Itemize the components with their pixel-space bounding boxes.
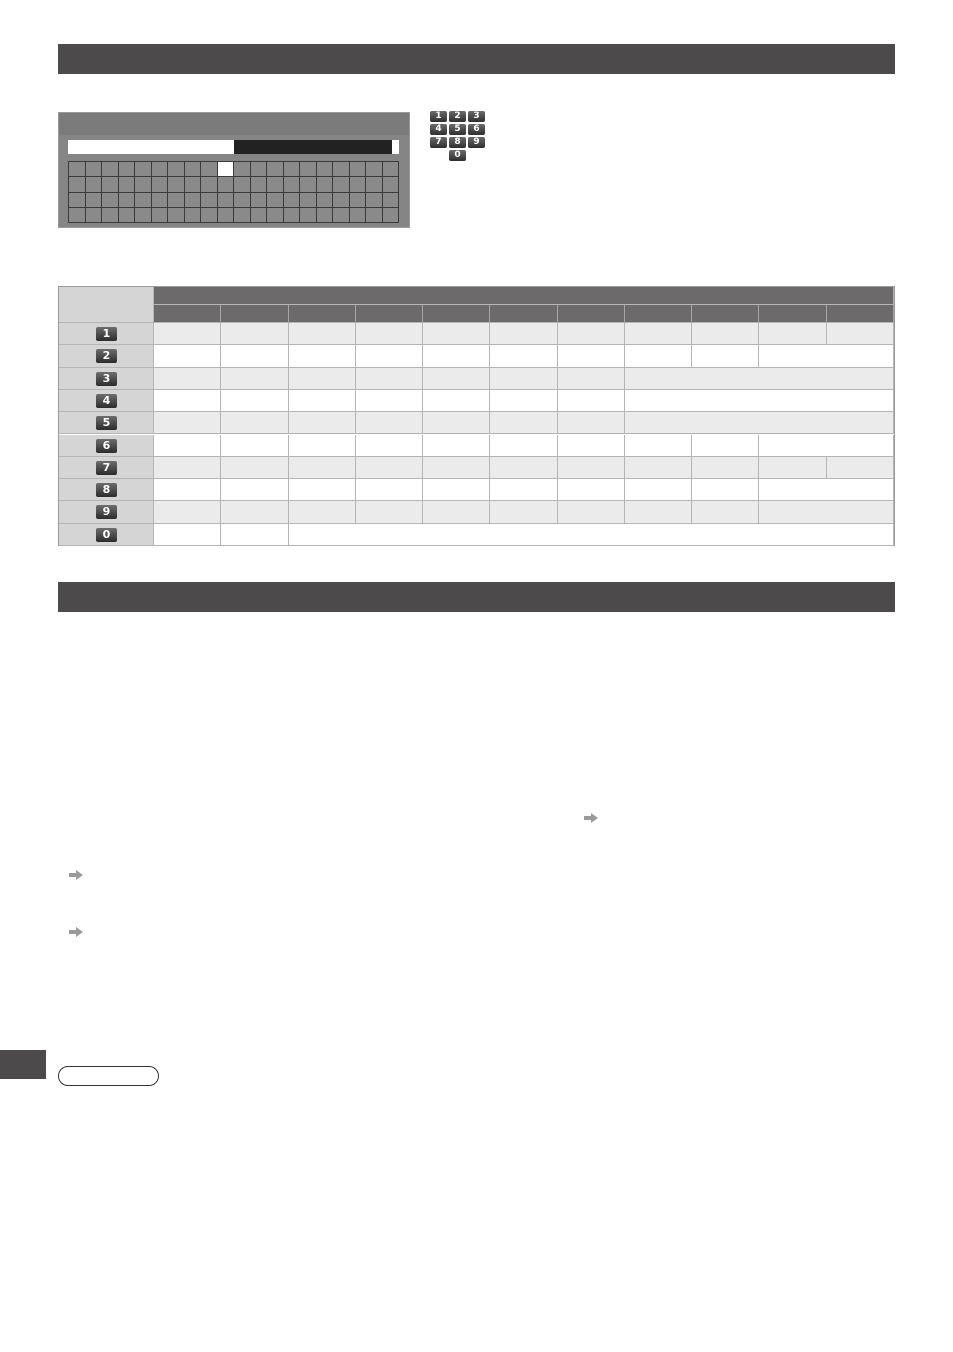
keyboard-key[interactable] <box>185 193 202 208</box>
table-cell <box>154 501 221 523</box>
table-cell <box>558 435 625 457</box>
keyboard-key[interactable] <box>251 177 268 192</box>
keyboard-key[interactable] <box>267 162 284 177</box>
number-key-badge: 8 <box>96 483 117 497</box>
keyboard-key[interactable] <box>284 177 301 192</box>
keyboard-key[interactable] <box>350 208 367 223</box>
keyboard-key[interactable] <box>135 193 152 208</box>
keyboard-key[interactable] <box>185 208 202 223</box>
keyboard-key[interactable] <box>234 177 251 192</box>
keypad-key-5: 5 <box>449 124 466 135</box>
keyboard-key[interactable] <box>168 162 185 177</box>
table-cell-empty <box>625 390 894 412</box>
keyboard-key[interactable] <box>152 193 169 208</box>
table-cell <box>558 323 625 345</box>
table-cell <box>356 457 423 479</box>
keyboard-key[interactable] <box>119 162 136 177</box>
table-cell-empty <box>759 345 894 367</box>
table-cell <box>625 479 692 501</box>
table-cell <box>558 368 625 390</box>
table-cell <box>154 345 221 367</box>
number-key-badge: 1 <box>96 327 117 341</box>
table-cell <box>154 524 221 546</box>
on-screen-keyboard <box>58 112 410 228</box>
numeric-keypad-icon <box>430 111 486 163</box>
table-column-header <box>759 305 826 323</box>
table-cell <box>490 457 557 479</box>
table-cell <box>692 345 759 367</box>
table-column-header <box>289 305 356 323</box>
table-cell <box>356 345 423 367</box>
arrow-right-icon <box>583 812 599 824</box>
table-cell <box>625 501 692 523</box>
table-cell <box>692 435 759 457</box>
keyboard-key[interactable] <box>218 177 235 192</box>
table-cell <box>625 457 692 479</box>
table-cell <box>154 368 221 390</box>
table-row-header <box>59 412 154 434</box>
table-cell <box>356 435 423 457</box>
keyboard-key[interactable] <box>317 208 334 223</box>
table-cell-empty <box>625 368 894 390</box>
table-cell <box>423 412 490 434</box>
table-cell <box>827 323 894 345</box>
keyboard-key[interactable] <box>234 193 251 208</box>
keypad-key-7: 7 <box>430 137 447 148</box>
keyboard-key[interactable] <box>201 208 218 223</box>
keyboard-key[interactable] <box>119 177 136 192</box>
table-cell-empty <box>759 435 894 457</box>
keyboard-input-field[interactable] <box>68 140 399 154</box>
table-cell <box>423 390 490 412</box>
table-cell <box>558 479 625 501</box>
table-cell <box>356 368 423 390</box>
keyboard-key[interactable] <box>102 177 119 192</box>
table-cell <box>490 323 557 345</box>
keyboard-key[interactable] <box>69 177 86 192</box>
table-cell <box>490 345 557 367</box>
input-highlight <box>234 140 392 154</box>
table-cell <box>289 457 356 479</box>
table-cell <box>356 479 423 501</box>
keyboard-key[interactable] <box>168 193 185 208</box>
keyboard-key[interactable] <box>383 162 400 177</box>
keyboard-key[interactable] <box>251 193 268 208</box>
table-cell <box>827 457 894 479</box>
table-column-header <box>692 305 759 323</box>
table-cell <box>221 412 288 434</box>
arrow-right-icon <box>68 869 84 881</box>
side-page-tab <box>0 1050 46 1079</box>
keyboard-key[interactable] <box>135 162 152 177</box>
table-row-header <box>59 390 154 412</box>
keyboard-key[interactable] <box>383 208 400 223</box>
keyboard-key[interactable] <box>201 193 218 208</box>
keypad-key-2: 2 <box>449 111 466 122</box>
table-cell <box>289 435 356 457</box>
number-key-badge: 5 <box>96 416 117 430</box>
table-cell <box>558 390 625 412</box>
character-table <box>58 286 895 546</box>
table-column-header <box>827 305 894 323</box>
table-cell <box>490 412 557 434</box>
table-cell <box>558 501 625 523</box>
table-cell <box>490 435 557 457</box>
table-row-header <box>59 501 154 523</box>
table-cell <box>625 323 692 345</box>
table-cell <box>289 412 356 434</box>
table-row-header <box>59 457 154 479</box>
table-cell <box>154 479 221 501</box>
keyboard-key[interactable] <box>135 177 152 192</box>
keyboard-key[interactable] <box>86 162 103 177</box>
keyboard-key[interactable] <box>69 162 86 177</box>
table-cell <box>692 479 759 501</box>
table-top-header <box>154 287 894 305</box>
table-row-header <box>59 524 154 546</box>
keyboard-key[interactable] <box>284 208 301 223</box>
keyboard-key[interactable] <box>366 177 383 192</box>
keyboard-key[interactable] <box>251 162 268 177</box>
keyboard-key[interactable] <box>251 208 268 223</box>
keyboard-key[interactable] <box>234 162 251 177</box>
table-column-header <box>490 305 557 323</box>
table-cell <box>356 412 423 434</box>
keypad-key-9: 9 <box>468 137 485 148</box>
keyboard-key[interactable] <box>284 193 301 208</box>
table-cell <box>289 368 356 390</box>
keyboard-key[interactable] <box>218 208 235 223</box>
keyboard-key[interactable] <box>135 208 152 223</box>
keyboard-key[interactable] <box>333 162 350 177</box>
keyboard-key[interactable] <box>366 208 383 223</box>
keyboard-key-grid <box>68 161 399 223</box>
keyboard-key[interactable] <box>366 193 383 208</box>
table-row-header <box>59 345 154 367</box>
keyboard-key[interactable] <box>300 193 317 208</box>
keyboard-key[interactable] <box>119 208 136 223</box>
keyboard-key[interactable] <box>168 177 185 192</box>
keyboard-key[interactable] <box>69 208 86 223</box>
keyboard-key[interactable] <box>201 162 218 177</box>
table-cell <box>490 501 557 523</box>
table-cell-empty <box>759 501 894 523</box>
table-cell <box>221 345 288 367</box>
keyboard-key[interactable] <box>119 193 136 208</box>
keyboard-title-bar <box>59 113 409 135</box>
keyboard-key[interactable] <box>350 162 367 177</box>
keyboard-key[interactable] <box>267 208 284 223</box>
arrow-right-icon <box>68 926 84 938</box>
table-cell <box>558 412 625 434</box>
table-column-header <box>356 305 423 323</box>
keyboard-key[interactable] <box>317 162 334 177</box>
table-cell <box>356 501 423 523</box>
table-cell <box>221 501 288 523</box>
keyboard-key[interactable] <box>333 177 350 192</box>
keyboard-key[interactable] <box>317 193 334 208</box>
table-cell <box>289 501 356 523</box>
number-key-badge: 0 <box>96 528 117 542</box>
table-column-header <box>154 305 221 323</box>
number-key-badge: 6 <box>96 439 117 453</box>
keyboard-key[interactable] <box>185 162 202 177</box>
keyboard-key[interactable] <box>69 193 86 208</box>
table-cell <box>692 323 759 345</box>
table-cell <box>356 390 423 412</box>
table-row-header <box>59 435 154 457</box>
keyboard-key[interactable] <box>383 193 400 208</box>
table-column-header <box>558 305 625 323</box>
table-cell <box>423 345 490 367</box>
keyboard-key[interactable] <box>300 177 317 192</box>
table-column-header <box>625 305 692 323</box>
table-cell-empty <box>289 524 894 546</box>
table-cell <box>289 479 356 501</box>
table-cell <box>625 345 692 367</box>
keypad-key-8: 8 <box>449 137 466 148</box>
table-cell <box>490 479 557 501</box>
keyboard-key[interactable] <box>333 208 350 223</box>
keyboard-key[interactable] <box>86 177 103 192</box>
keyboard-key[interactable] <box>350 193 367 208</box>
table-cell <box>759 457 826 479</box>
keyboard-key[interactable] <box>102 162 119 177</box>
keyboard-key[interactable] <box>383 177 400 192</box>
table-cell <box>154 435 221 457</box>
table-cell <box>289 345 356 367</box>
table-cell <box>759 323 826 345</box>
table-cell <box>221 457 288 479</box>
keypad-key-3: 3 <box>468 111 485 122</box>
keypad-key-6: 6 <box>468 124 485 135</box>
table-cell <box>154 323 221 345</box>
keypad-key-4: 4 <box>430 124 447 135</box>
table-cell <box>558 345 625 367</box>
table-cell-empty <box>625 412 894 434</box>
table-cell <box>154 390 221 412</box>
keyboard-key[interactable] <box>234 208 251 223</box>
keyboard-key[interactable] <box>168 208 185 223</box>
section-header-bar <box>58 582 895 612</box>
keyboard-key[interactable] <box>267 193 284 208</box>
number-key-badge: 7 <box>96 461 117 475</box>
keyboard-key[interactable] <box>152 208 169 223</box>
table-cell <box>423 479 490 501</box>
table-cell <box>490 368 557 390</box>
keypad-key-1: 1 <box>430 111 447 122</box>
table-cell-empty <box>759 479 894 501</box>
keyboard-key[interactable] <box>317 177 334 192</box>
note-label <box>58 1066 159 1086</box>
table-cell <box>289 323 356 345</box>
table-cell <box>221 435 288 457</box>
keyboard-key[interactable] <box>300 208 317 223</box>
keyboard-key[interactable] <box>152 162 169 177</box>
keyboard-key[interactable] <box>218 193 235 208</box>
table-cell <box>490 390 557 412</box>
section-header-bar <box>58 44 895 74</box>
table-cell <box>625 435 692 457</box>
keyboard-key[interactable] <box>267 177 284 192</box>
keyboard-key[interactable] <box>201 177 218 192</box>
keyboard-key[interactable] <box>152 177 169 192</box>
keyboard-key[interactable] <box>185 177 202 192</box>
keypad-key-0: 0 <box>449 150 466 161</box>
table-cell <box>423 435 490 457</box>
table-cell <box>423 368 490 390</box>
keyboard-key[interactable] <box>86 193 103 208</box>
keyboard-key[interactable] <box>366 162 383 177</box>
table-cell <box>356 323 423 345</box>
table-cell <box>423 457 490 479</box>
table-row-header <box>59 368 154 390</box>
number-key-badge: 2 <box>96 349 117 363</box>
number-key-badge: 4 <box>96 394 117 408</box>
table-row-header <box>59 323 154 345</box>
keyboard-key[interactable] <box>102 193 119 208</box>
table-column-header <box>423 305 490 323</box>
table-cell <box>423 323 490 345</box>
table-cell <box>423 501 490 523</box>
keyboard-key[interactable] <box>300 162 317 177</box>
table-cell <box>558 457 625 479</box>
table-cell <box>221 323 288 345</box>
keyboard-key[interactable] <box>86 208 103 223</box>
table-cell <box>221 390 288 412</box>
table-row-header <box>59 479 154 501</box>
keyboard-key[interactable] <box>102 208 119 223</box>
table-cell <box>692 457 759 479</box>
keyboard-key[interactable] <box>284 162 301 177</box>
keyboard-key[interactable] <box>218 162 235 177</box>
table-column-header <box>221 305 288 323</box>
table-cell <box>154 457 221 479</box>
number-key-badge: 3 <box>96 372 117 386</box>
table-cell <box>221 524 288 546</box>
table-cell <box>221 479 288 501</box>
table-cell <box>289 390 356 412</box>
table-cell <box>221 368 288 390</box>
table-cell <box>154 412 221 434</box>
keyboard-key[interactable] <box>350 177 367 192</box>
keyboard-key[interactable] <box>333 193 350 208</box>
number-key-badge: 9 <box>96 505 117 519</box>
table-corner-header <box>59 287 154 323</box>
table-cell <box>692 501 759 523</box>
